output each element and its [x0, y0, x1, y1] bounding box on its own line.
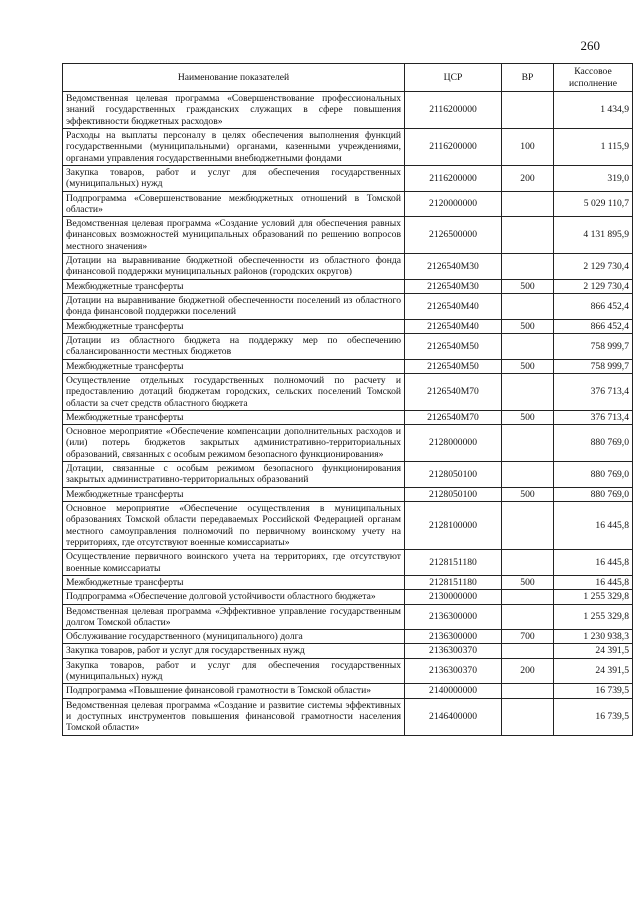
row-sum-cell: 1 255 329,8	[554, 590, 633, 604]
row-vr-cell	[502, 550, 554, 576]
row-sum-cell: 16 739,5	[554, 698, 633, 735]
row-sum-cell: 880 769,0	[554, 462, 633, 488]
row-csr-cell: 2136300000	[405, 604, 502, 630]
row-name-cell: Межбюджетные трансферты	[63, 487, 405, 501]
table-row	[63, 165, 633, 191]
row-sum-cell: 24 391,5	[554, 644, 633, 658]
page-number: 260	[580, 38, 600, 53]
row-sum-cell: 376 713,4	[554, 410, 633, 424]
row-vr-cell	[502, 425, 554, 462]
row-sum-cell: 1 434,9	[554, 92, 633, 129]
row-vr-cell	[502, 502, 554, 550]
row-sum-cell: 16 739,5	[554, 684, 633, 698]
row-csr-cell: 2126540М50	[405, 333, 502, 359]
table-row	[63, 92, 633, 129]
row-vr-cell: 500	[502, 319, 554, 333]
row-name-cell: Подпрограмма «Повышение финансовой грамотности в Томской области»	[63, 684, 405, 698]
row-vr-cell	[502, 698, 554, 735]
row-csr-cell: 2126540М30	[405, 254, 502, 280]
row-name-cell: Ведомственная целевая программа «Создание и развитие системы эффективных и доступных инструментов повышения финансовой грамотности населения Томской области»	[63, 698, 405, 735]
table-row	[63, 658, 633, 684]
row-name-cell: Межбюджетные трансферты	[63, 575, 405, 589]
row-name-cell: Осуществление отдельных государственных полномочий по расчету и предоставлению дотаций бюджетам городских, сельских поселений Томской области за счет средств областного бюджета	[63, 373, 405, 410]
row-csr-cell: 2120000000	[405, 191, 502, 217]
table-header-row	[63, 64, 633, 92]
row-sum-cell: 866 452,4	[554, 319, 633, 333]
row-vr-cell	[502, 92, 554, 129]
row-vr-cell	[502, 373, 554, 410]
row-sum-cell: 1 115,9	[554, 128, 633, 165]
row-vr-cell	[502, 590, 554, 604]
row-name-cell: Ведомственная целевая программа «Эффективное управление государственным долгом Томской области»	[63, 604, 405, 630]
row-csr-cell: 2116200000	[405, 128, 502, 165]
row-csr-cell: 2128050100	[405, 462, 502, 488]
table-row	[63, 217, 633, 254]
row-name-cell: Межбюджетные трансферты	[63, 279, 405, 293]
row-sum-cell: 16 445,8	[554, 502, 633, 550]
row-csr-cell: 2116200000	[405, 165, 502, 191]
row-vr-cell: 200	[502, 658, 554, 684]
row-csr-cell: 2128050100	[405, 487, 502, 501]
row-sum-cell: 4 131 895,9	[554, 217, 633, 254]
row-csr-cell: 2126540М40	[405, 294, 502, 320]
table-row	[63, 128, 633, 165]
table-row	[63, 359, 633, 373]
row-csr-cell: 2128151180	[405, 550, 502, 576]
row-sum-cell: 1 255 329,8	[554, 604, 633, 630]
table-row	[63, 684, 633, 698]
table-row	[63, 575, 633, 589]
row-csr-cell: 2130000000	[405, 590, 502, 604]
row-vr-cell	[502, 191, 554, 217]
row-csr-cell: 2136300370	[405, 658, 502, 684]
row-csr-cell: 2140000000	[405, 684, 502, 698]
table-row	[63, 462, 633, 488]
row-name-cell: Межбюджетные трансферты	[63, 359, 405, 373]
row-vr-cell	[502, 462, 554, 488]
row-name-cell: Межбюджетные трансферты	[63, 319, 405, 333]
row-sum-cell: 758 999,7	[554, 359, 633, 373]
row-vr-cell: 500	[502, 279, 554, 293]
header-name: Наименование показателей	[63, 64, 405, 92]
row-name-cell: Межбюджетные трансферты	[63, 410, 405, 424]
header-csr: ЦСР	[405, 64, 502, 92]
row-csr-cell: 2126540М70	[405, 373, 502, 410]
row-name-cell: Закупка товаров, работ и услуг для государственных нужд	[63, 644, 405, 658]
table-row	[63, 487, 633, 501]
table-row	[63, 425, 633, 462]
table-row	[63, 373, 633, 410]
table-row	[63, 590, 633, 604]
row-vr-cell	[502, 294, 554, 320]
row-csr-cell: 2116200000	[405, 92, 502, 129]
row-csr-cell: 2136300370	[405, 644, 502, 658]
row-csr-cell: 2136300000	[405, 630, 502, 644]
budget-execution-table	[62, 63, 633, 736]
row-name-cell: Дотации, связанные с особым режимом безопасного функционирования закрытых административно-территориальных образований	[63, 462, 405, 488]
row-sum-cell: 16 445,8	[554, 575, 633, 589]
row-csr-cell: 2126500000	[405, 217, 502, 254]
table-row	[63, 333, 633, 359]
row-name-cell: Закупка товаров, работ и услуг для обеспечения государственных (муниципальных) нужд	[63, 165, 405, 191]
row-sum-cell: 1 230 938,3	[554, 630, 633, 644]
row-name-cell: Дотации на выравнивание бюджетной обеспеченности поселений из областного фонда финансовой поддержки поселений	[63, 294, 405, 320]
row-sum-cell: 16 445,8	[554, 550, 633, 576]
table-row	[63, 319, 633, 333]
table-row	[63, 502, 633, 550]
table-row	[63, 254, 633, 280]
row-sum-cell: 5 029 110,7	[554, 191, 633, 217]
row-csr-cell: 2128151180	[405, 575, 502, 589]
row-name-cell: Расходы на выплаты персоналу в целях обеспечения выполнения функций государственными (муниципальными) органами, казенными учреждениями, органами управления государственными внебюджетными фондами	[63, 128, 405, 165]
row-sum-cell: 319,0	[554, 165, 633, 191]
row-name-cell: Закупка товаров, работ и услуг для обеспечения государственных (муниципальных) нужд	[63, 658, 405, 684]
row-sum-cell: 24 391,5	[554, 658, 633, 684]
row-csr-cell: 2126540М70	[405, 410, 502, 424]
row-vr-cell: 500	[502, 359, 554, 373]
row-name-cell: Основное мероприятие «Обеспечение осуществления в муниципальных образованиях Томской области передаваемых Российской Федерацией органам местного самоуправления полномочий по первичному воинскому учету на территориях, где отсутствуют военные комиссариаты»	[63, 502, 405, 550]
row-vr-cell	[502, 217, 554, 254]
row-vr-cell	[502, 254, 554, 280]
row-name-cell: Подпрограмма «Обеспечение долговой устойчивости областного бюджета»	[63, 590, 405, 604]
row-sum-cell: 2 129 730,4	[554, 254, 633, 280]
row-csr-cell: 2128100000	[405, 502, 502, 550]
row-vr-cell	[502, 684, 554, 698]
table-row	[63, 550, 633, 576]
row-csr-cell: 2126540М50	[405, 359, 502, 373]
row-sum-cell: 880 769,0	[554, 487, 633, 501]
table-row	[63, 294, 633, 320]
row-sum-cell: 758 999,7	[554, 333, 633, 359]
row-vr-cell: 700	[502, 630, 554, 644]
row-vr-cell	[502, 333, 554, 359]
row-vr-cell	[502, 604, 554, 630]
row-name-cell: Обслуживание государственного (муниципального) долга	[63, 630, 405, 644]
table-row	[63, 410, 633, 424]
table-row	[63, 191, 633, 217]
row-csr-cell: 2146400000	[405, 698, 502, 735]
row-csr-cell: 2126540М40	[405, 319, 502, 333]
row-name-cell: Подпрограмма «Совершенствование межбюджетных отношений в Томской области»	[63, 191, 405, 217]
row-name-cell: Ведомственная целевая программа «Создание условий для обеспечения равных финансовых возможностей муниципальных образований по решению вопросов местного значения»	[63, 217, 405, 254]
table-row	[63, 630, 633, 644]
row-vr-cell: 100	[502, 128, 554, 165]
row-vr-cell: 200	[502, 165, 554, 191]
row-vr-cell: 500	[502, 487, 554, 501]
row-name-cell: Дотации из областного бюджета на поддержку мер по обеспечению сбалансированности местных бюджетов	[63, 333, 405, 359]
row-name-cell: Осуществление первичного воинского учета на территориях, где отсутствуют военные комиссариаты	[63, 550, 405, 576]
row-name-cell: Дотации на выравнивание бюджетной обеспеченности из областного фонда финансовой поддержки муниципальных районов (городских округов)	[63, 254, 405, 280]
row-name-cell: Основное мероприятие «Обеспечение компенсации дополнительных расходов и (или) потерь бюджетов закрытых административно-территориальных образований, связанных с особым режимом безопасного функционирования»	[63, 425, 405, 462]
row-sum-cell: 376 713,4	[554, 373, 633, 410]
table-row	[63, 604, 633, 630]
row-sum-cell: 880 769,0	[554, 425, 633, 462]
row-sum-cell: 2 129 730,4	[554, 279, 633, 293]
row-csr-cell: 2126540М30	[405, 279, 502, 293]
row-vr-cell: 500	[502, 410, 554, 424]
table-body	[63, 92, 633, 736]
row-name-cell: Ведомственная целевая программа «Совершенствование профессиональных знаний государственных гражданских служащих в сфере повышения эффективности бюджетных расходов»	[63, 92, 405, 129]
header-vr: ВР	[502, 64, 554, 92]
row-csr-cell: 2128000000	[405, 425, 502, 462]
header-sum: Кассовое исполнение	[554, 64, 633, 92]
row-vr-cell: 500	[502, 575, 554, 589]
table-row	[63, 279, 633, 293]
row-sum-cell: 866 452,4	[554, 294, 633, 320]
table-row	[63, 644, 633, 658]
table-row	[63, 698, 633, 735]
row-vr-cell	[502, 644, 554, 658]
